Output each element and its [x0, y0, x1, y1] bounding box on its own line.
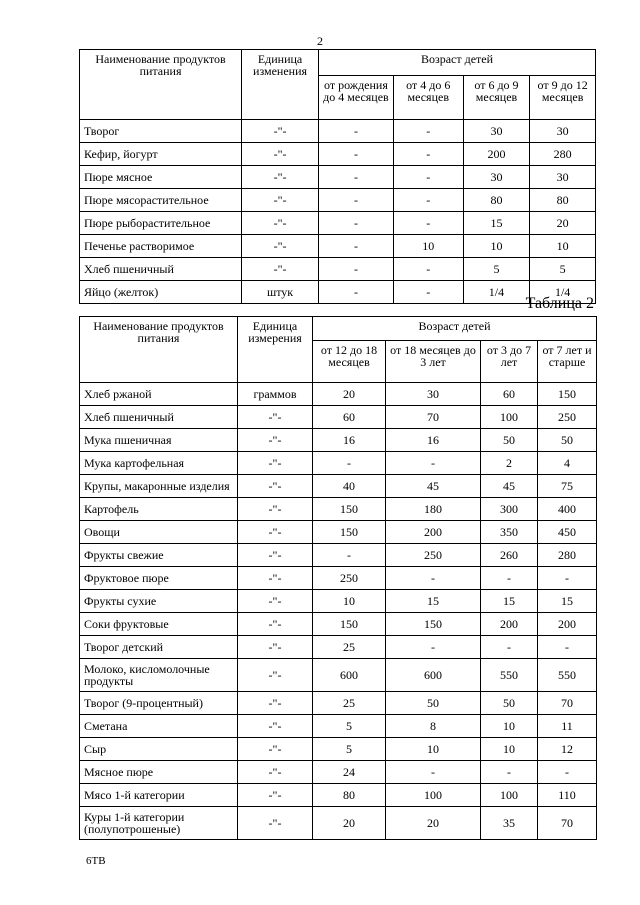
value-cell: 4	[538, 452, 597, 475]
value-cell: 150	[313, 613, 386, 636]
header-unit: Единица изменения	[242, 50, 319, 120]
value-cell: 75	[538, 475, 597, 498]
value-cell: 200	[481, 613, 538, 636]
value-cell: 50	[481, 692, 538, 715]
value-cell: 20	[530, 212, 596, 235]
value-cell: 200	[463, 143, 530, 166]
value-cell: -	[481, 567, 538, 590]
value-cell: 50	[538, 429, 597, 452]
value-cell: 50	[481, 429, 538, 452]
table-row	[80, 235, 596, 258]
value-cell: -	[538, 636, 597, 659]
table-row	[80, 784, 597, 807]
value-cell: -	[386, 567, 481, 590]
table-row	[80, 258, 596, 281]
value-cell: 550	[481, 659, 538, 692]
value-cell: 20	[313, 383, 386, 406]
unit-cell: -"-	[242, 166, 319, 189]
table-row	[80, 761, 597, 784]
product-name-cell: Мука пшеничная	[80, 429, 238, 452]
value-cell: 20	[313, 807, 386, 840]
value-cell: -	[313, 452, 386, 475]
table-row	[80, 521, 597, 544]
unit-cell: -"-	[238, 498, 313, 521]
unit-cell: -"-	[238, 692, 313, 715]
product-name-cell: Хлеб пшеничный	[80, 258, 242, 281]
value-cell: -	[393, 281, 463, 304]
value-cell: 60	[481, 383, 538, 406]
unit-cell: -"-	[238, 544, 313, 567]
value-cell: 10	[386, 738, 481, 761]
unit-cell: -"-	[238, 613, 313, 636]
value-cell: 15	[538, 590, 597, 613]
table-row	[80, 383, 597, 406]
table-1	[79, 49, 596, 304]
header-product-name: Наименование продуктов питания	[80, 50, 242, 120]
value-cell: 200	[538, 613, 597, 636]
value-cell: 60	[313, 406, 386, 429]
header-age-col: от 3 до 7 лет	[481, 341, 538, 383]
value-cell: 180	[386, 498, 481, 521]
unit-cell: -"-	[242, 120, 319, 143]
value-cell: 35	[481, 807, 538, 840]
value-cell: 25	[313, 692, 386, 715]
value-cell: 15	[386, 590, 481, 613]
value-cell: 5	[313, 715, 386, 738]
value-cell: 70	[538, 692, 597, 715]
value-cell: -	[538, 761, 597, 784]
page-number: 2	[317, 34, 323, 48]
value-cell: 100	[481, 406, 538, 429]
header-age-col: от 7 лет и старше	[538, 341, 597, 383]
unit-cell: -"-	[238, 659, 313, 692]
value-cell: -	[386, 761, 481, 784]
value-cell: 600	[313, 659, 386, 692]
unit-cell: -"-	[238, 567, 313, 590]
table-row	[80, 613, 597, 636]
value-cell: -	[313, 544, 386, 567]
value-cell: -	[386, 636, 481, 659]
table-row	[80, 143, 596, 166]
value-cell: 5	[463, 258, 530, 281]
value-cell: -	[393, 166, 463, 189]
product-name-cell: Фрукты свежие	[80, 544, 238, 567]
value-cell: -	[319, 120, 394, 143]
header-age-col: от 4 до 6 месяцев	[393, 75, 463, 119]
unit-cell: -"-	[238, 784, 313, 807]
value-cell: 30	[530, 166, 596, 189]
table-row	[80, 715, 597, 738]
value-cell: 80	[463, 189, 530, 212]
unit-cell: -"-	[238, 521, 313, 544]
header-age-col: от 9 до 12 месяцев	[530, 75, 596, 119]
value-cell: 16	[386, 429, 481, 452]
value-cell: -	[319, 258, 394, 281]
value-cell: 600	[386, 659, 481, 692]
value-cell: -	[538, 567, 597, 590]
value-cell: 150	[313, 521, 386, 544]
unit-cell: -"-	[242, 235, 319, 258]
table-row	[80, 189, 596, 212]
table-row	[80, 498, 597, 521]
header-age-col: от рождения до 4 месяцев	[319, 75, 394, 119]
product-name-cell: Соки фруктовые	[80, 613, 238, 636]
value-cell: -	[393, 143, 463, 166]
value-cell: -	[319, 235, 394, 258]
value-cell: 5	[530, 258, 596, 281]
value-cell: 110	[538, 784, 597, 807]
table-row	[80, 120, 596, 143]
unit-cell: -"-	[238, 406, 313, 429]
value-cell: 40	[313, 475, 386, 498]
product-name-cell: Творог (9-процентный)	[80, 692, 238, 715]
unit-cell: граммов	[238, 383, 313, 406]
table-row	[80, 567, 597, 590]
value-cell: 80	[530, 189, 596, 212]
value-cell: 45	[386, 475, 481, 498]
table-row	[80, 636, 597, 659]
value-cell: -	[393, 120, 463, 143]
value-cell: 70	[386, 406, 481, 429]
product-name-cell: Хлеб пшеничный	[80, 406, 238, 429]
table-row	[80, 738, 597, 761]
unit-cell: штук	[242, 281, 319, 304]
value-cell: -	[386, 452, 481, 475]
value-cell: -	[393, 189, 463, 212]
table-2-caption: Таблица 2	[525, 295, 594, 312]
table-2	[79, 316, 597, 840]
product-name-cell: Мясо 1-й категории	[80, 784, 238, 807]
product-name-cell: Крупы, макаронные изделия	[80, 475, 238, 498]
value-cell: 20	[386, 807, 481, 840]
value-cell: 350	[481, 521, 538, 544]
unit-cell: -"-	[242, 212, 319, 235]
value-cell: 1/4	[463, 281, 530, 304]
value-cell: 70	[538, 807, 597, 840]
product-name-cell: Картофель	[80, 498, 238, 521]
header-age-col: от 18 месяцев до 3 лет	[386, 341, 481, 383]
table-row	[80, 807, 597, 840]
value-cell: 250	[313, 567, 386, 590]
value-cell: 80	[313, 784, 386, 807]
unit-cell: -"-	[238, 429, 313, 452]
value-cell: -	[319, 143, 394, 166]
product-name-cell: Фруктовое пюре	[80, 567, 238, 590]
footer-code: 6ТВ	[86, 855, 106, 867]
value-cell: 280	[530, 143, 596, 166]
value-cell: 260	[481, 544, 538, 567]
table-row	[80, 212, 596, 235]
value-cell: 100	[481, 784, 538, 807]
product-name-cell: Сметана	[80, 715, 238, 738]
unit-cell: -"-	[242, 258, 319, 281]
value-cell: 2	[481, 452, 538, 475]
table-row	[80, 406, 597, 429]
product-name-cell: Творог детский	[80, 636, 238, 659]
value-cell: -	[393, 212, 463, 235]
value-cell: 300	[481, 498, 538, 521]
value-cell: 30	[463, 166, 530, 189]
table-row	[80, 590, 597, 613]
value-cell: 16	[313, 429, 386, 452]
value-cell: -	[319, 281, 394, 304]
value-cell: 12	[538, 738, 597, 761]
value-cell: 30	[386, 383, 481, 406]
value-cell: 250	[538, 406, 597, 429]
value-cell: -	[319, 212, 394, 235]
value-cell: 10	[481, 738, 538, 761]
value-cell: 30	[530, 120, 596, 143]
unit-cell: -"-	[242, 143, 319, 166]
value-cell: 1/4	[530, 281, 596, 304]
table-row	[80, 692, 597, 715]
product-name-cell: Молоко, кисломолочные продукты	[80, 659, 238, 692]
table-row	[80, 452, 597, 475]
header-age: Возраст детей	[313, 317, 597, 341]
value-cell: 45	[481, 475, 538, 498]
header-age-col: от 6 до 9 месяцев	[463, 75, 530, 119]
value-cell: 8	[386, 715, 481, 738]
value-cell: 250	[386, 544, 481, 567]
value-cell: -	[481, 636, 538, 659]
unit-cell: -"-	[238, 475, 313, 498]
value-cell: 15	[463, 212, 530, 235]
value-cell: 5	[313, 738, 386, 761]
unit-cell: -"-	[238, 452, 313, 475]
product-name-cell: Мясное пюре	[80, 761, 238, 784]
product-name-cell: Куры 1-й категории (полупотрошеные)	[80, 807, 238, 840]
table-row	[80, 166, 596, 189]
unit-cell: -"-	[238, 761, 313, 784]
value-cell: 10	[393, 235, 463, 258]
value-cell: 25	[313, 636, 386, 659]
product-name-cell: Творог	[80, 120, 242, 143]
value-cell: -	[393, 258, 463, 281]
value-cell: 15	[481, 590, 538, 613]
value-cell: -	[481, 761, 538, 784]
value-cell: 11	[538, 715, 597, 738]
product-name-cell: Фрукты сухие	[80, 590, 238, 613]
unit-cell: -"-	[238, 738, 313, 761]
value-cell: 150	[538, 383, 597, 406]
value-cell: 10	[463, 235, 530, 258]
value-cell: 280	[538, 544, 597, 567]
table-row	[80, 281, 596, 304]
value-cell: 10	[481, 715, 538, 738]
value-cell: 150	[386, 613, 481, 636]
product-name-cell: Овощи	[80, 521, 238, 544]
value-cell: 150	[313, 498, 386, 521]
value-cell: 450	[538, 521, 597, 544]
value-cell: 10	[313, 590, 386, 613]
value-cell: 200	[386, 521, 481, 544]
table-row	[80, 429, 597, 452]
unit-cell: -"-	[238, 636, 313, 659]
value-cell: 550	[538, 659, 597, 692]
product-name-cell: Пюре мясное	[80, 166, 242, 189]
product-name-cell: Хлеб ржаной	[80, 383, 238, 406]
product-name-cell: Яйцо (желток)	[80, 281, 242, 304]
value-cell: 100	[386, 784, 481, 807]
header-age: Возраст детей	[319, 50, 596, 76]
header-age-col: от 12 до 18 месяцев	[313, 341, 386, 383]
value-cell: 24	[313, 761, 386, 784]
table-row	[80, 544, 597, 567]
product-name-cell: Сыр	[80, 738, 238, 761]
value-cell: 30	[463, 120, 530, 143]
table-row	[80, 659, 597, 692]
unit-cell: -"-	[238, 715, 313, 738]
value-cell: 10	[530, 235, 596, 258]
table-row	[80, 475, 597, 498]
value-cell: -	[319, 166, 394, 189]
product-name-cell: Мука картофельная	[80, 452, 238, 475]
value-cell: 400	[538, 498, 597, 521]
header-unit: Единица измерения	[238, 317, 313, 383]
product-name-cell: Кефир, йогурт	[80, 143, 242, 166]
header-product-name: Наименование продуктов питания	[80, 317, 238, 383]
value-cell: -	[319, 189, 394, 212]
product-name-cell: Пюре рыборастительное	[80, 212, 242, 235]
unit-cell: -"-	[238, 807, 313, 840]
value-cell: 50	[386, 692, 481, 715]
product-name-cell: Пюре мясорастительное	[80, 189, 242, 212]
unit-cell: -"-	[238, 590, 313, 613]
product-name-cell: Печенье растворимое	[80, 235, 242, 258]
unit-cell: -"-	[242, 189, 319, 212]
